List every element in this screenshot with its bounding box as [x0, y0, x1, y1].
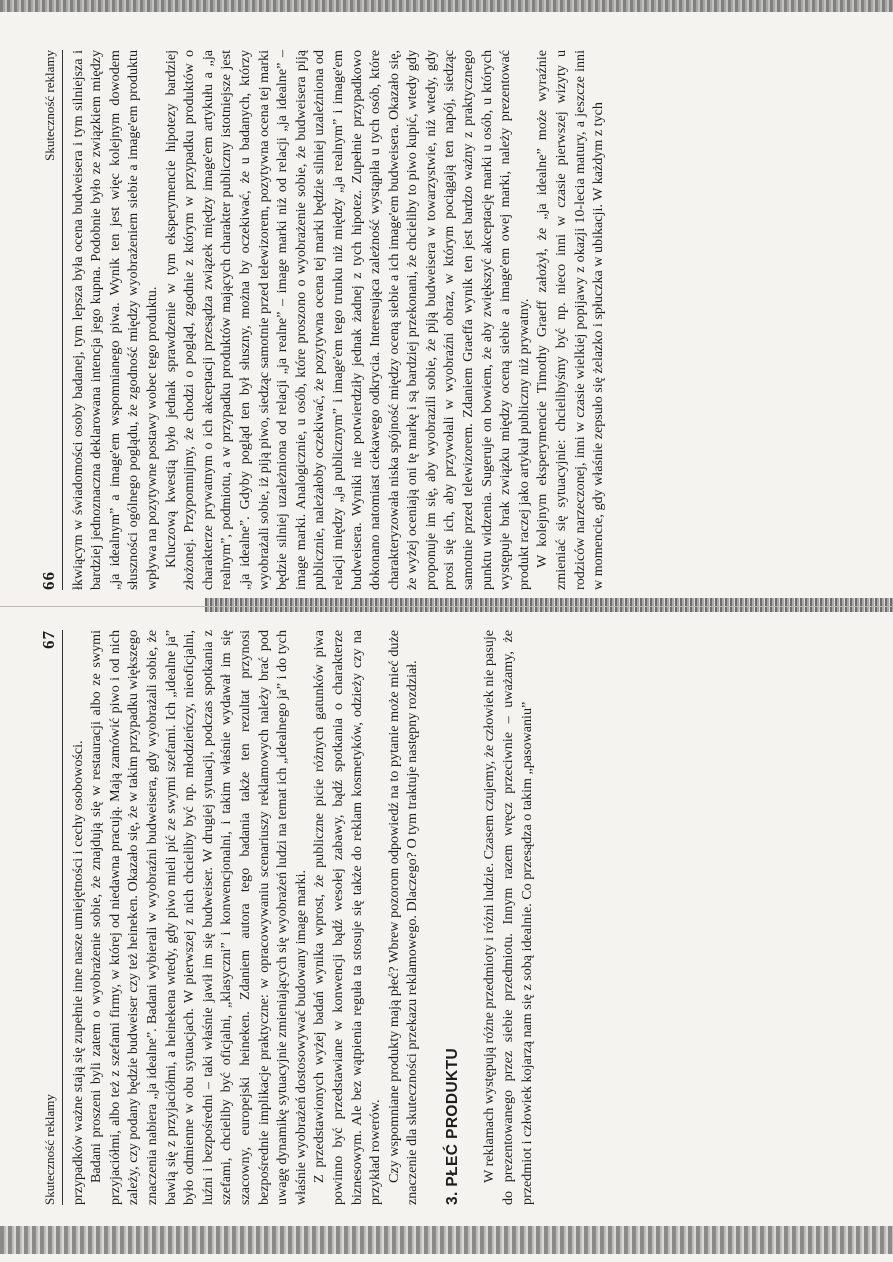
page-number: 67 — [39, 630, 58, 649]
running-head-title: Skuteczność reklamy — [42, 50, 57, 161]
right-page — [40, 630, 870, 1205]
section-heading: 3. PŁEĆ PRODUKTU — [443, 1047, 461, 1205]
running-head — [40, 630, 63, 1205]
page-number: 66 — [39, 571, 58, 590]
paragraph: Badani proszeni byli zatem o wyobrażenie sobie, że znajdują się w restauracji albo ze swymi przyjaciółmi, albo też z szefami firmy, w której od niedawna pracują. Mają zamówić piwo i od nich zależy, czy podany będzie budweiser czy też heineken. Okazało się, że w takim przypadku większego znaczenia nabiera „ja idealne”. Badani wybierali w wyobraźni budweisera, gdy wyobrażali sobie, że bawią się z przyjaciółmi, a heinekena wtedy, gdy piwo mieli pić ze swymi szefami. Ich „idealne ja” było odmienne w obu sytuacjach. W pierwszej z nich chcieliby być np. młodzieńczy, nieoficjalni, luźni i bezpośredni – taki właśnie jawił im się budweiser. W drugiej sytuacji, podczas spotkania z szefami, chcieliby być oficjalni, „klasyczni” i konwencjonalni, i takim właśnie wydawał im się szacowny, europejski heineken. Zdaniem autora tego badania także ten rezultat przynosi bezpośrednie implikacje praktyczne: w opracowywaniu scenariuszy reklamowych należy brać pod uwagę dynamikę sytuacyjnie zmieniających się wyobrażeń ludzi na temat ich „idealnego ja” i do tych właśnie wyobrażeń dostosowywać budowany image marki. — [88, 630, 309, 1205]
paragraph: przypadków ważne stają się zupełnie inne nasze umiejętności i cechy osobowości. — [69, 740, 86, 1205]
scan-gutter-streak — [205, 598, 893, 612]
paragraph: W reklamach występują różne przedmioty i różni ludzie. Czasem czujemy, że człowiek nie pasuje do prezentowanego przez siebie przedmiotu. Innym razem wręcz przeciwnie – uważamy, że przedmiot i człowiek kojarzą nam się z sobą idealnie. Co przesądza o takim „pasowaniu” — [481, 630, 535, 1205]
paragraph: Kluczową kwestią było jednak sprawdzenie w tym eksperymencie hipotezy bardziej złożonej. Przypomnijmy, że chodzi o pogląd, zgodnie z którym w przypadku produktów o charakterze prywatnym o ich akceptacji przesądza związek między image'em artykułu a „ja realnym”, podmiotu, a w przypadku produktów mających charakter publiczny istotniejsze jest „ja idealne”. Gdyby pogląd ten był słuszny, można by oczekiwać, że u badanych, którzy wyobrażali sobie, iż piją piwo, siedząc samotnie przed telewizorem, pozytywna ocena tej marki będzie silniej uzależniona od relacji „ja realne” – image marki niż od relacji „ja idealne” – image marki. Analogicznie, u osób, które proszono o wyobrażenie sobie, że budweisera piją publicznie, należałoby oczekiwać, że pozytywna ocena tej marki będzie silniej uzależniona od relacji między „ja publicznym” i image'em tego trunku niż między „ja realnym” i image'em budweisera. Wyniki nie potwierdziły jednak żadnej z tych hipotez. Zupełnie przypadkowo dokonano natomiast ciekawego odkrycia. Interesująca zależność wystąpiła u tych osób, które charakteryzowała niska spójność między oceną siebie a ich image'em budweisera. Okazało się, że wyżej oceniają oni tę markę i są bardziej przekonani, że chcieliby to piwo kupić, wtedy gdy proponuje im się, aby wyobrazili sobie, że piją budweisera w towarzystwie, niż wtedy, gdy prosi się ich, aby przywołali w wyobraźni obraz, w którym pociągają ten napój, siedząc samotnie przed telewizorem. Zdaniem Graeffa wynik ten jest bardzo ważny z praktycznego punktu widzenia. Sugeruje on bowiem, że aby zwiększyć akceptację marki u osób, u których występuje brak związku między oceną siebie a image'em owej marki, należy prezentować produkt raczej jako artykuł publiczny niż prywatny. — [162, 50, 532, 590]
paragraph: łkwiącym w świadomości osoby badanej, tym lepsza była ocena budweisera i tym silniejsza i bardziej jednoznaczna deklarowana intencja jego kupna. Podobnie było ze związkiem między „ja idealnym” a image'em wspomnianego piwa. Wynik ten jest więc kolejnym dowodem słuszności ogólnego poglądu, że zgodność między wyobrażeniem siebie a image'em produktu wpływa na pozytywne postawy wobec tego produktu. — [69, 50, 160, 590]
paragraph: Z przedstawionych wyżej badań wynika wprost, że publiczne picie różnych gatunków piwa powinno być przedstawiane w konwencji bądź wesołej zabawy, bądź spotkania o charakterze biznesowym. Ale bez wątpienia reguła ta stosuje się także do reklam kosmetyków, odzieży czy na przykład rowerów. — [311, 630, 384, 1205]
paragraph: W kolejnym eksperymencie Timothy Graeff założył, że „ja idealne” może wyraźnie zmieniać się sytuacyjnie: chcielibyśmy być np. nieco inni w czasie pierwszej wizyty u rodziców narzeczonej, inni w czasie wielkiej popijawy z okazji 10-lecia matury, a jeszcze inni w momencie, gdy właśnie zepsuło się żelazko i spłuczka w ubikacji. W każdym z tych — [534, 50, 607, 590]
left-page — [40, 50, 870, 590]
book-gutter — [0, 606, 893, 607]
running-head — [40, 50, 63, 590]
scan-edge-top — [0, 0, 893, 12]
running-head-title: Skuteczność reklamy — [42, 1094, 57, 1205]
scan-edge-bottom — [0, 1226, 893, 1254]
paragraph: Czy wspomniane produkty mają płeć? Wbrew pozorom odpowiedź na to pytanie może mieć duże znaczenie dla skuteczności przekazu reklamowego. Dlaczego? O tym traktuje następny rozdział. — [385, 630, 421, 1205]
